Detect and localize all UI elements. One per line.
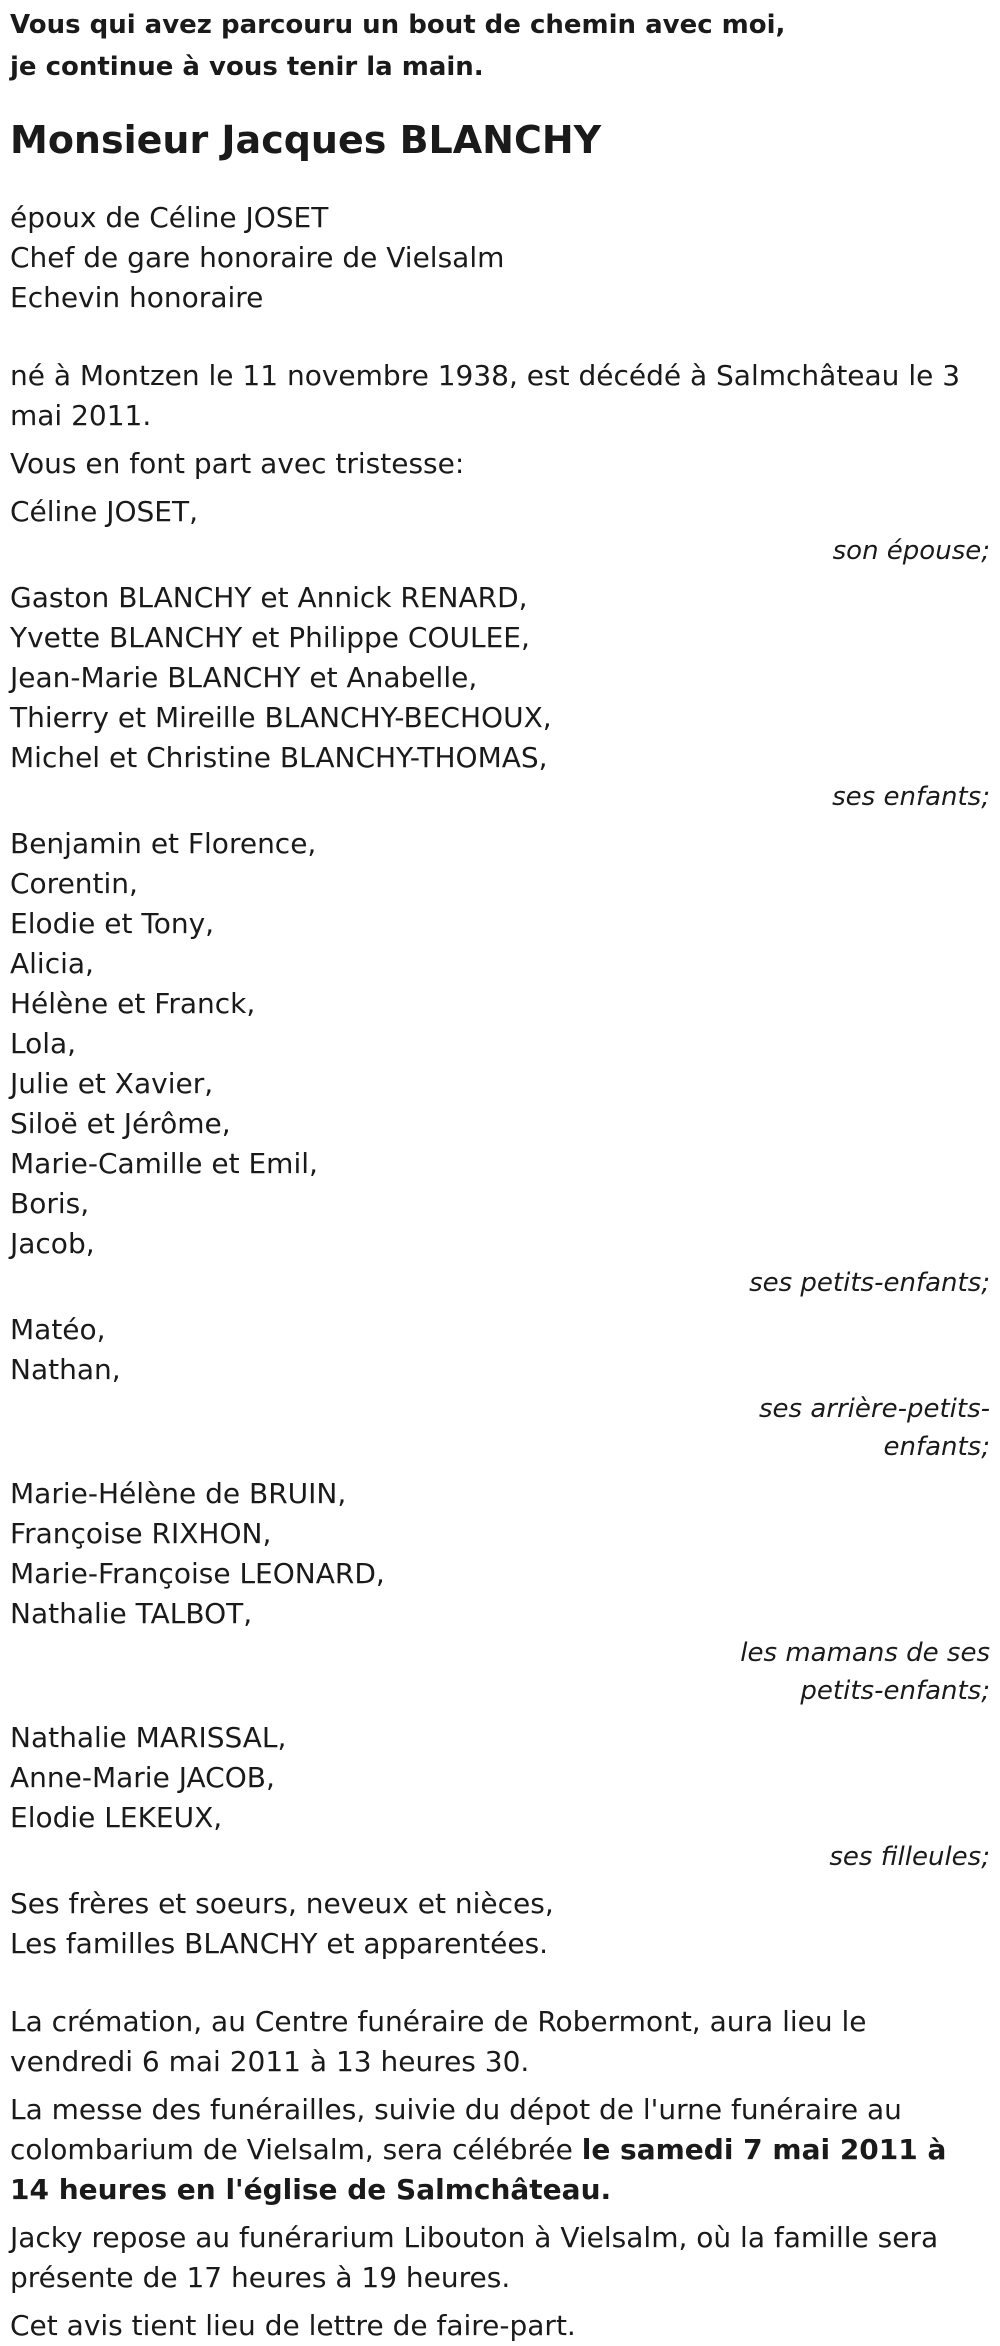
family-member: Corentin, [10,867,138,900]
family-line: Ses frères et soeurs, neveux et nièces, [10,1887,554,1920]
family-group-grandchildren [10,824,990,1302]
opening-quote [10,4,990,88]
family-member: Alicia, [10,947,94,980]
mass-intro: La messe des funérailles, suivie du dépot de l'urne funéraire au colombarium de Vielsalm, sera célébrée [10,2093,902,2166]
quote-line-1: Vous qui avez parcouru un bout de chemin avec moi, [10,10,786,40]
family-member: Marie-Françoise LEONARD, [10,1557,385,1590]
family-member: Elodie et Tony, [10,907,215,940]
family-member: Nathalie MARISSAL, [10,1721,287,1754]
family-member: Boris, [10,1187,90,1220]
profession-line: Chef de gare honoraire de Vielsalm [10,241,505,274]
family-group-goddaughters [10,1718,990,1876]
family-member: Françoise RIXHON, [10,1517,272,1550]
family-member: Nathalie TALBOT, [10,1597,253,1630]
family-line: Les familles BLANCHY et apparentées. [10,1927,549,1960]
deceased-name: Monsieur Jacques BLANCHY [10,118,602,162]
extended-family [10,1884,990,1964]
family-group-mothers [10,1474,990,1710]
family-member: Jean-Marie BLANCHY et Anabelle, [10,661,478,694]
family-member: Julie et Xavier, [10,1067,214,1100]
relation-label: ses petits-enfants; [749,1268,990,1298]
family-member: Matéo, [10,1313,106,1346]
family-member: Marie-Camille et Emil, [10,1147,318,1180]
relation-label: ses filleules; [829,1842,990,1872]
birth-death-text: né à Montzen le 11 novembre 1938, est décédé à Salmchâteau le 3 mai 2011. [10,359,961,432]
family-member: Benjamin et Florence, [10,827,317,860]
family-member: Jacob, [10,1227,95,1260]
spouse-line: époux de Céline JOSET [10,201,329,234]
family-member: Michel et Christine BLANCHY-THOMAS, [10,741,548,774]
family-member: Céline JOSET, [10,495,198,528]
visitation-text: Jacky repose au funérarium Libouton à Vielsalm, où la famille sera présente de 17 heures à 19 heures. [10,2221,939,2294]
family-member: Hélène et Franck, [10,987,256,1020]
family-group-children [10,578,990,816]
family-member: Nathan, [10,1353,121,1386]
family-member: Lola, [10,1027,77,1060]
title-line: Echevin honoraire [10,281,264,314]
family-member: Elodie LEKEUX, [10,1801,223,1834]
family-member: Gaston BLANCHY et Annick RENARD, [10,581,528,614]
family-member: Thierry et Mireille BLANCHY-BECHOUX, [10,701,552,734]
closing-text: Cet avis tient lieu de lettre de faire-part. [10,2309,576,2342]
funeral-mass-text [10,2090,990,2210]
family-member: Siloë et Jérôme, [10,1107,231,1140]
family-member: Marie-Hélène de BRUIN, [10,1477,347,1510]
mass-date-place: le samedi 7 mai 2011 à 14 heures en l'église de Salmchâteau. [10,2133,947,2206]
relation-label: ses enfants; [832,782,990,812]
relation-label: les mamans de ses petits-enfants; [740,1638,990,1706]
family-group-great-grandchildren [10,1310,990,1466]
announcement-intro: Vous en font part avec tristesse: [10,447,465,480]
family-member: Yvette BLANCHY et Philippe COULEE, [10,621,530,654]
deceased-details [10,198,990,318]
relation-label: ses arrière-petits-enfants; [759,1394,990,1462]
family-group-spouse [10,492,990,570]
quote-line-2: je continue à vous tenir la main. [10,52,484,82]
relation-label: son épouse; [832,536,990,566]
family-member: Anne-Marie JACOB, [10,1761,275,1794]
cremation-text: La crémation, au Centre funéraire de Robermont, aura lieu le vendredi 6 mai 2011 à 13 heures 30. [10,2005,867,2078]
